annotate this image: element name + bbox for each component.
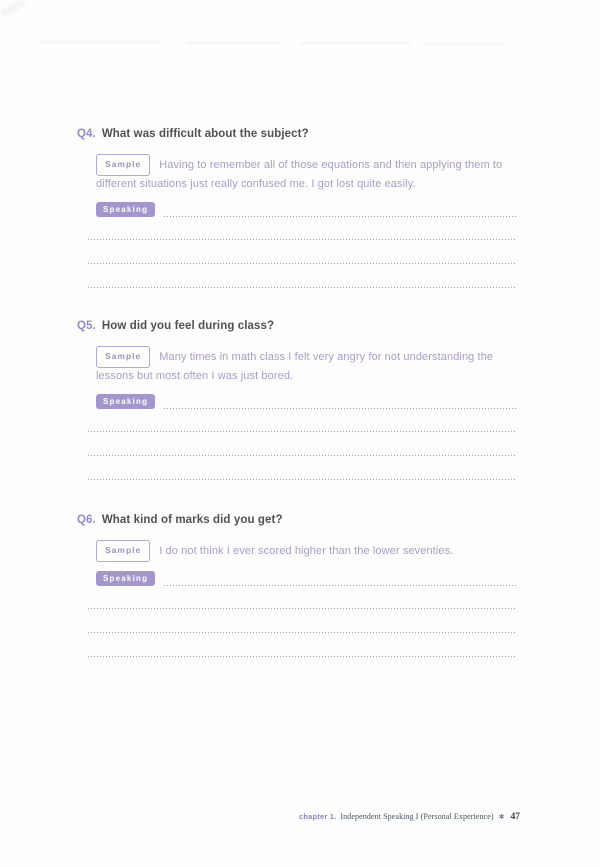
answer-writing-line <box>88 264 517 288</box>
sample-answer-text: Many times in math class I felt very angry for not understanding the lessons but most often I was just bored. <box>96 351 494 382</box>
question-block-q4 <box>77 126 517 288</box>
answer-writing-line <box>88 456 517 480</box>
answer-writing-line <box>88 409 517 432</box>
sample-badge: Sample <box>96 540 150 562</box>
speaking-badge: Speaking <box>96 394 155 409</box>
page-footer <box>299 812 520 822</box>
speaking-badge: Speaking <box>96 571 155 586</box>
footer-section-title: Independent Speaking I (Personal Experience) <box>340 812 494 821</box>
question-heading <box>77 512 517 528</box>
question-text: What kind of marks did you get? <box>101 514 283 526</box>
question-text: How did you feel during class? <box>101 320 275 332</box>
scan-bleed-artifact <box>185 42 280 44</box>
answer-writing-line <box>88 633 517 657</box>
answer-writing-line <box>164 405 517 409</box>
footer-page-number: 47 <box>510 812 520 822</box>
question-block-q5 <box>77 318 517 480</box>
sample-badge: Sample <box>96 346 150 368</box>
answer-writing-line <box>88 609 517 633</box>
speaking-row <box>96 571 517 586</box>
speaking-row <box>96 394 517 409</box>
question-text: What was difficult about the subject? <box>101 128 309 140</box>
sample-badge: Sample <box>96 154 150 176</box>
sample-answer-paragraph <box>96 540 517 562</box>
question-heading <box>77 126 517 142</box>
answer-writing-line <box>88 432 517 456</box>
sample-answer-paragraph <box>96 346 517 385</box>
sample-answer-paragraph <box>96 154 517 193</box>
question-number: Q4. <box>77 128 96 140</box>
question-number: Q6. <box>77 514 96 526</box>
sample-answer-text: Having to remember all of those equations and then applying them to different situations just really confused me. I got lost quite easily. <box>96 159 503 190</box>
answer-writing-line <box>164 582 517 586</box>
footer-chapter-label: chapter 1. <box>298 812 337 821</box>
scan-bleed-artifact <box>40 41 160 43</box>
speaking-badge: Speaking <box>96 202 155 217</box>
scan-bleed-artifact <box>425 43 505 45</box>
footer-star-icon: ✱ <box>498 813 505 821</box>
answer-writing-line <box>88 240 517 264</box>
answer-writing-line <box>164 213 517 217</box>
answer-writing-line <box>88 217 517 240</box>
speaking-row <box>96 202 517 217</box>
scan-bleed-artifact <box>300 42 410 44</box>
sample-answer-text: I do not think I ever scored higher than the lower seventies. <box>159 545 454 557</box>
answer-writing-line <box>88 586 517 609</box>
question-heading <box>77 318 517 334</box>
scan-corner-artifact <box>0 0 26 18</box>
question-number: Q5. <box>77 320 96 332</box>
question-block-q6 <box>77 512 517 657</box>
